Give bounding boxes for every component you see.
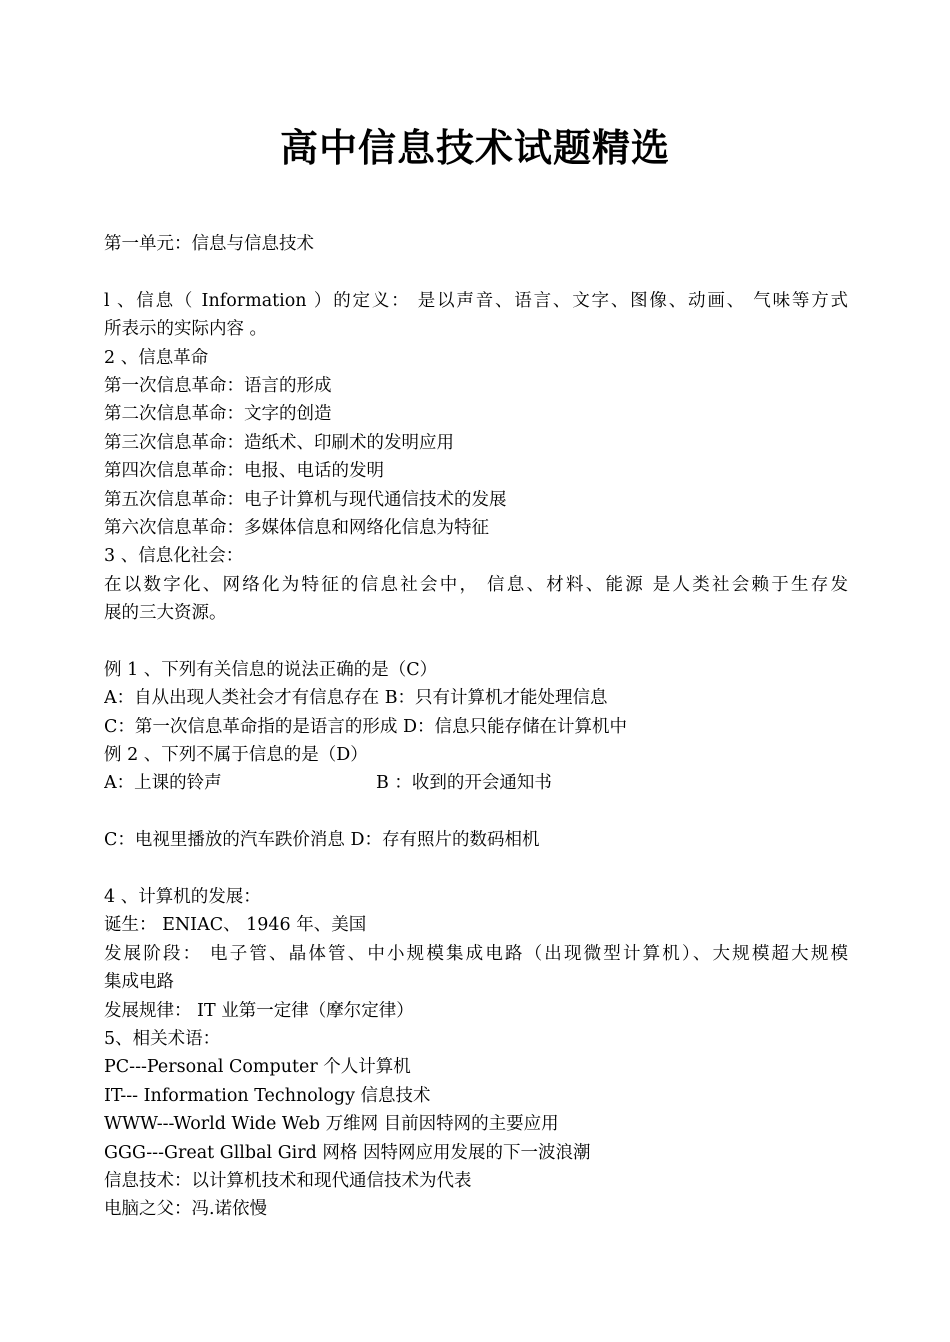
paragraph-line: 展的三大资源。	[104, 603, 227, 624]
example-question: 例 1 、下列有关信息的说法正确的是（C）	[104, 659, 438, 680]
example-options: C：第一次信息革命指的是语言的形成 D：信息只能存储在计算机中	[104, 716, 627, 737]
paragraph-line: 发展阶段： 电子管、晶体管、中小规模集成电路（出现微型计算机）、大规模超大规模	[104, 943, 848, 964]
document-body	[104, 230, 848, 1224]
term-item: IT--- Information Technology 信息技术	[104, 1085, 431, 1106]
example-options: A：自从出现人类社会才有信息存在 B：只有计算机才能处理信息	[104, 688, 608, 709]
paragraph-line: l 、信息（ Information ）的定义： 是以声音、语言、文字、图像、动画、 气味等方式	[104, 290, 848, 311]
term-item: 电脑之父：冯.诺依慢	[104, 1199, 268, 1220]
spacer	[104, 855, 848, 883]
option-a: A：上课的铃声	[104, 773, 222, 794]
term-item: WWW---World Wide Web 万维网 目前因特网的主要应用	[104, 1114, 559, 1135]
option-b: B ：收到的开会通知书	[376, 773, 552, 794]
unit-heading: 第一单元：信息与信息技术	[104, 234, 314, 254]
list-item: 诞生： ENIAC、 1946 年、美国	[104, 915, 367, 936]
list-item: 发展规律： IT 业第一定律（摩尔定律）	[104, 1000, 414, 1021]
list-item: 第五次信息革命：电子计算机与现代通信技术的发展	[104, 489, 507, 510]
example-options: C：电视里播放的汽车跌价消息 D：存有照片的数码相机	[104, 830, 540, 851]
paragraph-line: 集成电路	[104, 972, 174, 993]
spacer	[104, 798, 848, 826]
term-item: GGG---Great Gllbal Gird 网格 因特网应用发展的下一波浪潮	[104, 1142, 591, 1163]
term-item: 信息技术：以计算机技术和现代通信技术为代表	[104, 1170, 472, 1191]
paragraph-line: 在以数字化、网络化为特征的信息社会中， 信息、材料、能源 是人类社会赖于生存发	[104, 574, 848, 595]
spacer	[104, 627, 848, 655]
section-heading: 3 、信息化社会：	[104, 546, 244, 567]
section-heading: 5、相关术语：	[104, 1028, 221, 1049]
paragraph-line: 所表示的实际内容 。	[104, 319, 268, 340]
section-heading: 2 、信息革命	[104, 347, 209, 368]
term-item: PC---Personal Computer 个人计算机	[104, 1057, 411, 1078]
list-item: 第二次信息革命：文字的创造	[104, 404, 332, 425]
list-item: 第四次信息革命：电报、电话的发明	[104, 461, 384, 482]
list-item: 第六次信息革命：多媒体信息和网络化信息为特征	[104, 517, 489, 538]
section-heading: 4 、计算机的发展：	[104, 886, 261, 907]
example-options	[104, 769, 848, 797]
example-question: 例 2 、下列不属于信息的是（D）	[104, 745, 368, 766]
document-title: 高中信息技术试题精选	[279, 126, 670, 170]
spacer	[104, 258, 848, 286]
list-item: 第三次信息革命：造纸术、印刷术的发明应用	[104, 432, 454, 453]
list-item: 第一次信息革命：语言的形成	[104, 375, 332, 396]
